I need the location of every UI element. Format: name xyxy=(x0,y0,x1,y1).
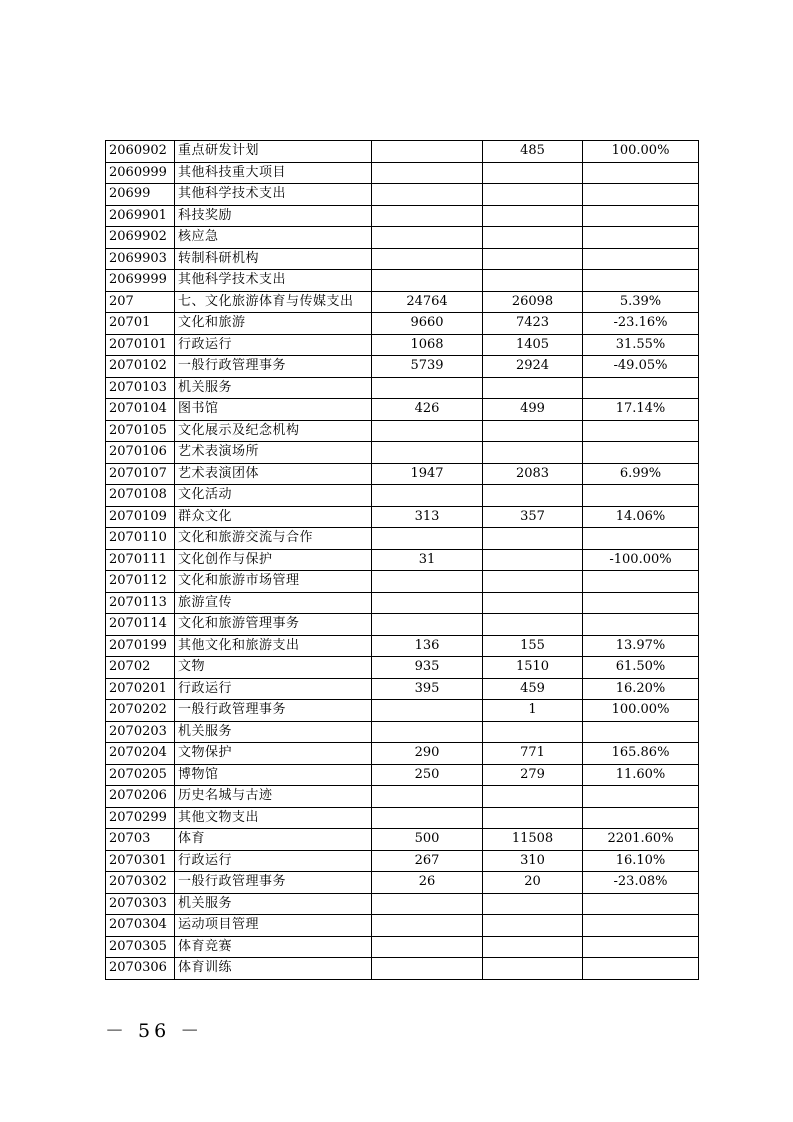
cell-code: 20701 xyxy=(106,313,175,335)
table-row xyxy=(106,915,699,937)
cell-name: 体育竞赛 xyxy=(175,936,372,958)
cell-change xyxy=(583,162,699,184)
cell-prior-value xyxy=(372,721,483,743)
cell-current-value xyxy=(483,227,583,249)
cell-name: 文化活动 xyxy=(175,485,372,507)
table-row xyxy=(106,807,699,829)
cell-name: 文化创作与保护 xyxy=(175,549,372,571)
cell-prior-value xyxy=(372,700,483,722)
cell-current-value xyxy=(483,958,583,980)
table-row xyxy=(106,270,699,292)
cell-prior-value xyxy=(372,248,483,270)
cell-current-value xyxy=(483,549,583,571)
cell-current-value xyxy=(483,571,583,593)
cell-current-value: 20 xyxy=(483,872,583,894)
cell-name: 文化和旅游 xyxy=(175,313,372,335)
cell-prior-value: 5739 xyxy=(372,356,483,378)
cell-prior-value xyxy=(372,184,483,206)
cell-prior-value xyxy=(372,442,483,464)
cell-name: 文化和旅游交流与合作 xyxy=(175,528,372,550)
cell-current-value: 459 xyxy=(483,678,583,700)
cell-current-value: 310 xyxy=(483,850,583,872)
cell-change: 16.10% xyxy=(583,850,699,872)
cell-prior-value: 1068 xyxy=(372,334,483,356)
cell-prior-value: 250 xyxy=(372,764,483,786)
cell-prior-value xyxy=(372,936,483,958)
cell-name: 机关服务 xyxy=(175,377,372,399)
cell-change: 2201.60% xyxy=(583,829,699,851)
cell-change xyxy=(583,571,699,593)
cell-prior-value xyxy=(372,958,483,980)
cell-change: -23.08% xyxy=(583,872,699,894)
cell-change: 16.20% xyxy=(583,678,699,700)
table-row xyxy=(106,528,699,550)
cell-change: 165.86% xyxy=(583,743,699,765)
cell-prior-value: 313 xyxy=(372,506,483,528)
cell-current-value xyxy=(483,721,583,743)
cell-name: 博物馆 xyxy=(175,764,372,786)
cell-current-value xyxy=(483,786,583,808)
cell-code: 2070111 xyxy=(106,549,175,571)
budget-table xyxy=(105,140,699,980)
cell-prior-value xyxy=(372,377,483,399)
cell-current-value: 1 xyxy=(483,700,583,722)
cell-code: 20702 xyxy=(106,657,175,679)
cell-change xyxy=(583,893,699,915)
cell-change xyxy=(583,592,699,614)
cell-change xyxy=(583,227,699,249)
table-row xyxy=(106,549,699,571)
cell-prior-value xyxy=(372,571,483,593)
cell-change: 61.50% xyxy=(583,657,699,679)
table-row xyxy=(106,442,699,464)
cell-current-value xyxy=(483,377,583,399)
cell-name: 其他科技重大项目 xyxy=(175,162,372,184)
cell-current-value: 1510 xyxy=(483,657,583,679)
cell-change xyxy=(583,442,699,464)
cell-name: 文物 xyxy=(175,657,372,679)
table-row xyxy=(106,700,699,722)
table-row xyxy=(106,313,699,335)
cell-change xyxy=(583,248,699,270)
cell-code: 2070203 xyxy=(106,721,175,743)
table-body xyxy=(106,141,699,980)
cell-prior-value: 290 xyxy=(372,743,483,765)
cell-change xyxy=(583,915,699,937)
cell-current-value: 155 xyxy=(483,635,583,657)
cell-current-value xyxy=(483,420,583,442)
table-row xyxy=(106,334,699,356)
cell-name: 行政运行 xyxy=(175,850,372,872)
cell-current-value xyxy=(483,270,583,292)
cell-name: 机关服务 xyxy=(175,893,372,915)
cell-change xyxy=(583,270,699,292)
cell-name: 行政运行 xyxy=(175,334,372,356)
table-row xyxy=(106,184,699,206)
cell-prior-value xyxy=(372,205,483,227)
table-row xyxy=(106,377,699,399)
cell-current-value: 485 xyxy=(483,141,583,163)
page-number: － 56 － xyxy=(105,1020,204,1042)
cell-change: 31.55% xyxy=(583,334,699,356)
table-row xyxy=(106,614,699,636)
cell-current-value xyxy=(483,614,583,636)
table-row xyxy=(106,248,699,270)
cell-name: 体育训练 xyxy=(175,958,372,980)
cell-current-value xyxy=(483,936,583,958)
cell-change: 17.14% xyxy=(583,399,699,421)
table-row xyxy=(106,678,699,700)
cell-current-value xyxy=(483,162,583,184)
cell-change xyxy=(583,721,699,743)
cell-change xyxy=(583,936,699,958)
cell-name: 机关服务 xyxy=(175,721,372,743)
cell-code: 2070299 xyxy=(106,807,175,829)
table-row xyxy=(106,936,699,958)
cell-code: 2070103 xyxy=(106,377,175,399)
cell-change: 100.00% xyxy=(583,700,699,722)
cell-code: 2070305 xyxy=(106,936,175,958)
cell-name: 其他文化和旅游支出 xyxy=(175,635,372,657)
table-row xyxy=(106,420,699,442)
cell-current-value xyxy=(483,205,583,227)
cell-change xyxy=(583,205,699,227)
table-row xyxy=(106,657,699,679)
cell-current-value xyxy=(483,485,583,507)
table-row xyxy=(106,141,699,163)
cell-code: 2070101 xyxy=(106,334,175,356)
cell-name: 其他文物支出 xyxy=(175,807,372,829)
cell-code: 2069902 xyxy=(106,227,175,249)
cell-prior-value: 26 xyxy=(372,872,483,894)
table-row xyxy=(106,635,699,657)
cell-change xyxy=(583,184,699,206)
cell-current-value xyxy=(483,248,583,270)
cell-name: 图书馆 xyxy=(175,399,372,421)
cell-code: 2070304 xyxy=(106,915,175,937)
table-row xyxy=(106,356,699,378)
table-row xyxy=(106,205,699,227)
cell-change: 100.00% xyxy=(583,141,699,163)
cell-prior-value: 500 xyxy=(372,829,483,851)
cell-code: 2070204 xyxy=(106,743,175,765)
table-row xyxy=(106,786,699,808)
cell-change xyxy=(583,958,699,980)
cell-code: 2070108 xyxy=(106,485,175,507)
table-row xyxy=(106,893,699,915)
cell-name: 文物保护 xyxy=(175,743,372,765)
cell-code: 2069903 xyxy=(106,248,175,270)
table-row xyxy=(106,399,699,421)
cell-prior-value: 426 xyxy=(372,399,483,421)
cell-current-value: 7423 xyxy=(483,313,583,335)
cell-prior-value: 24764 xyxy=(372,291,483,313)
cell-code: 2070301 xyxy=(106,850,175,872)
cell-code: 20703 xyxy=(106,829,175,851)
cell-code: 2070113 xyxy=(106,592,175,614)
cell-prior-value xyxy=(372,227,483,249)
cell-code: 2060902 xyxy=(106,141,175,163)
cell-change: -23.16% xyxy=(583,313,699,335)
cell-name: 群众文化 xyxy=(175,506,372,528)
cell-current-value: 1405 xyxy=(483,334,583,356)
cell-name: 艺术表演团体 xyxy=(175,463,372,485)
cell-code: 2070206 xyxy=(106,786,175,808)
cell-current-value: 357 xyxy=(483,506,583,528)
cell-prior-value xyxy=(372,614,483,636)
cell-prior-value xyxy=(372,270,483,292)
cell-name: 其他科学技术支出 xyxy=(175,270,372,292)
cell-change xyxy=(583,420,699,442)
cell-code: 2070205 xyxy=(106,764,175,786)
cell-current-value: 26098 xyxy=(483,291,583,313)
table-row xyxy=(106,571,699,593)
table-row xyxy=(106,872,699,894)
cell-code: 2070303 xyxy=(106,893,175,915)
cell-code: 2069999 xyxy=(106,270,175,292)
cell-code: 2070104 xyxy=(106,399,175,421)
cell-code: 2070107 xyxy=(106,463,175,485)
cell-prior-value xyxy=(372,592,483,614)
cell-name: 历史名城与古迹 xyxy=(175,786,372,808)
cell-change xyxy=(583,377,699,399)
table-row xyxy=(106,291,699,313)
cell-name: 艺术表演场所 xyxy=(175,442,372,464)
cell-prior-value: 136 xyxy=(372,635,483,657)
cell-prior-value xyxy=(372,141,483,163)
cell-name: 一般行政管理事务 xyxy=(175,700,372,722)
cell-prior-value xyxy=(372,807,483,829)
cell-name: 科技奖励 xyxy=(175,205,372,227)
cell-current-value xyxy=(483,592,583,614)
cell-name: 核应急 xyxy=(175,227,372,249)
cell-code: 2070306 xyxy=(106,958,175,980)
table-row xyxy=(106,829,699,851)
cell-name: 重点研发计划 xyxy=(175,141,372,163)
cell-current-value: 499 xyxy=(483,399,583,421)
cell-name: 转制科研机构 xyxy=(175,248,372,270)
cell-current-value xyxy=(483,807,583,829)
cell-code: 2070102 xyxy=(106,356,175,378)
table-row xyxy=(106,958,699,980)
cell-prior-value: 9660 xyxy=(372,313,483,335)
cell-change: -49.05% xyxy=(583,356,699,378)
cell-code: 2070110 xyxy=(106,528,175,550)
cell-code: 2070114 xyxy=(106,614,175,636)
table-row xyxy=(106,162,699,184)
cell-current-value xyxy=(483,184,583,206)
cell-prior-value xyxy=(372,786,483,808)
cell-code: 2070202 xyxy=(106,700,175,722)
cell-prior-value: 395 xyxy=(372,678,483,700)
cell-current-value xyxy=(483,893,583,915)
cell-current-value xyxy=(483,915,583,937)
cell-prior-value xyxy=(372,162,483,184)
cell-code: 2070106 xyxy=(106,442,175,464)
cell-change: 14.06% xyxy=(583,506,699,528)
cell-code: 2069901 xyxy=(106,205,175,227)
cell-current-value xyxy=(483,528,583,550)
table-row xyxy=(106,592,699,614)
cell-change: -100.00% xyxy=(583,549,699,571)
cell-code: 2070201 xyxy=(106,678,175,700)
cell-prior-value xyxy=(372,420,483,442)
cell-change xyxy=(583,807,699,829)
cell-change: 5.39% xyxy=(583,291,699,313)
cell-name: 行政运行 xyxy=(175,678,372,700)
cell-name: 文化和旅游管理事务 xyxy=(175,614,372,636)
cell-code: 20699 xyxy=(106,184,175,206)
cell-code: 2070109 xyxy=(106,506,175,528)
cell-change xyxy=(583,786,699,808)
cell-current-value: 279 xyxy=(483,764,583,786)
table-row xyxy=(106,227,699,249)
cell-code: 2070112 xyxy=(106,571,175,593)
table-row xyxy=(106,463,699,485)
cell-name: 一般行政管理事务 xyxy=(175,356,372,378)
cell-name: 旅游宣传 xyxy=(175,592,372,614)
cell-code: 2060999 xyxy=(106,162,175,184)
table-row xyxy=(106,506,699,528)
cell-name: 文化和旅游市场管理 xyxy=(175,571,372,593)
cell-change: 6.99% xyxy=(583,463,699,485)
cell-name: 一般行政管理事务 xyxy=(175,872,372,894)
cell-code: 2070302 xyxy=(106,872,175,894)
cell-name: 运动项目管理 xyxy=(175,915,372,937)
cell-change xyxy=(583,528,699,550)
cell-prior-value xyxy=(372,485,483,507)
cell-change: 11.60% xyxy=(583,764,699,786)
table-row xyxy=(106,764,699,786)
cell-current-value xyxy=(483,442,583,464)
cell-name: 文化展示及纪念机构 xyxy=(175,420,372,442)
cell-name: 七、文化旅游体育与传媒支出 xyxy=(175,291,372,313)
cell-name: 体育 xyxy=(175,829,372,851)
cell-change xyxy=(583,614,699,636)
cell-name: 其他科学技术支出 xyxy=(175,184,372,206)
cell-code: 2070199 xyxy=(106,635,175,657)
cell-prior-value xyxy=(372,915,483,937)
cell-change xyxy=(583,485,699,507)
cell-code: 2070105 xyxy=(106,420,175,442)
table-row xyxy=(106,721,699,743)
cell-current-value: 2924 xyxy=(483,356,583,378)
cell-current-value: 11508 xyxy=(483,829,583,851)
table-row xyxy=(106,850,699,872)
cell-code: 207 xyxy=(106,291,175,313)
cell-prior-value xyxy=(372,528,483,550)
table-row xyxy=(106,743,699,765)
cell-current-value: 2083 xyxy=(483,463,583,485)
cell-prior-value: 1947 xyxy=(372,463,483,485)
table-row xyxy=(106,485,699,507)
cell-change: 13.97% xyxy=(583,635,699,657)
cell-prior-value: 935 xyxy=(372,657,483,679)
cell-prior-value: 267 xyxy=(372,850,483,872)
cell-prior-value: 31 xyxy=(372,549,483,571)
cell-prior-value xyxy=(372,893,483,915)
cell-current-value: 771 xyxy=(483,743,583,765)
